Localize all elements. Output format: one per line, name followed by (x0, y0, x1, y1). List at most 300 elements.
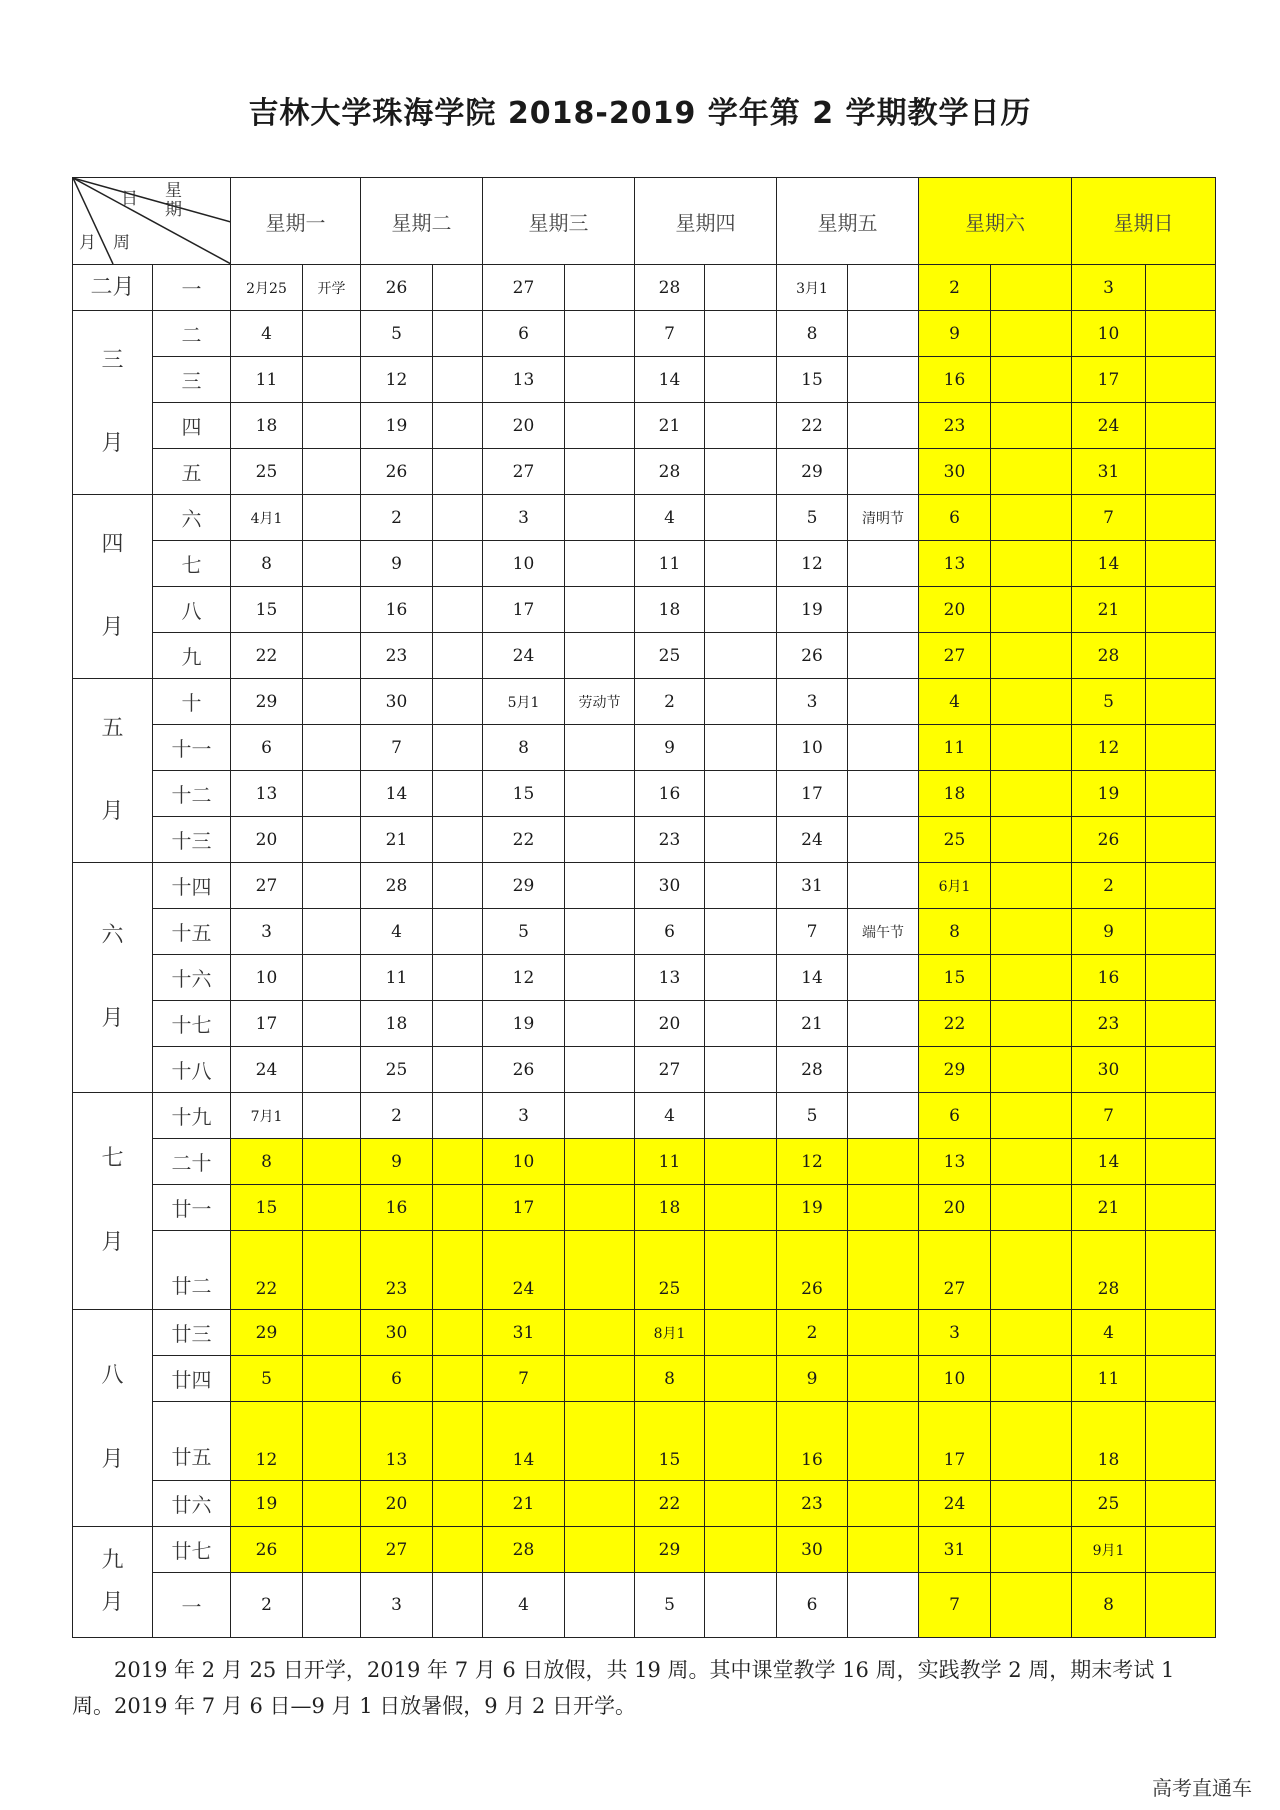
week-number: 三 (153, 357, 231, 403)
note-cell (705, 403, 777, 449)
date-cell: 16 (919, 357, 991, 403)
holiday-note: 端午节 (848, 909, 919, 955)
date-cell: 13 (919, 541, 991, 587)
date-cell: 6 (635, 909, 705, 955)
date-cell: 19 (361, 403, 433, 449)
holiday-note: 清明节 (848, 495, 919, 541)
note-cell (1146, 1310, 1216, 1356)
date-cell: 18 (1072, 1402, 1146, 1481)
note-cell (991, 1139, 1072, 1185)
note-cell (1146, 955, 1216, 1001)
note-cell (848, 1139, 919, 1185)
note-cell (991, 679, 1072, 725)
date-cell: 31 (483, 1310, 565, 1356)
date-cell: 5 (1072, 679, 1146, 725)
date-cell: 9 (919, 311, 991, 357)
date-cell: 20 (483, 403, 565, 449)
note-cell (565, 587, 635, 633)
note-cell (1146, 1402, 1216, 1481)
date-cell: 25 (635, 1231, 705, 1310)
date-cell: 22 (231, 633, 303, 679)
date-cell: 16 (635, 771, 705, 817)
date-cell: 27 (483, 449, 565, 495)
note-cell (705, 1139, 777, 1185)
note-cell (991, 1185, 1072, 1231)
date-cell: 6 (919, 1093, 991, 1139)
date-cell: 3 (361, 1573, 433, 1638)
date-cell: 14 (1072, 1139, 1146, 1185)
note-cell (1146, 863, 1216, 909)
note-cell (991, 1001, 1072, 1047)
date-cell: 24 (483, 633, 565, 679)
date-cell: 13 (483, 357, 565, 403)
date-cell: 3 (777, 679, 848, 725)
note-cell (991, 449, 1072, 495)
week-number: 一 (153, 265, 231, 311)
corner-weekday-label: 星 期 (165, 181, 182, 220)
date-cell: 14 (635, 357, 705, 403)
date-cell: 15 (483, 771, 565, 817)
note-cell (705, 357, 777, 403)
note-cell (303, 817, 361, 863)
note-cell (991, 541, 1072, 587)
note-cell (1146, 1356, 1216, 1402)
note-cell (433, 909, 483, 955)
note-cell (705, 1093, 777, 1139)
date-cell: 8 (777, 311, 848, 357)
date-cell: 17 (483, 587, 565, 633)
date-cell: 17 (777, 771, 848, 817)
month-label: 六 月 (73, 863, 153, 1093)
month-label: 八 月 (73, 1310, 153, 1527)
date-cell: 4 (361, 909, 433, 955)
week-number: 廿一 (153, 1185, 231, 1231)
week-row (73, 1402, 1216, 1481)
note-cell (705, 265, 777, 311)
date-cell: 24 (483, 1231, 565, 1310)
note-cell (991, 863, 1072, 909)
note-cell (303, 1047, 361, 1093)
date-cell: 28 (635, 265, 705, 311)
month-label: 三 月 (73, 311, 153, 495)
date-cell: 15 (231, 1185, 303, 1231)
note-cell (705, 1402, 777, 1481)
note-cell (433, 449, 483, 495)
date-cell: 10 (777, 725, 848, 771)
note-cell (1146, 1139, 1216, 1185)
note-cell (433, 403, 483, 449)
date-cell: 7月1 (231, 1093, 303, 1139)
date-cell: 12 (361, 357, 433, 403)
week-number: 十八 (153, 1047, 231, 1093)
header-sat: 星期六 (919, 178, 1072, 265)
week-row (73, 955, 1216, 1001)
note-cell (991, 817, 1072, 863)
week-number: 廿六 (153, 1481, 231, 1527)
date-cell: 19 (483, 1001, 565, 1047)
date-cell: 5 (777, 1093, 848, 1139)
date-cell: 18 (231, 403, 303, 449)
note-cell (433, 311, 483, 357)
teaching-calendar-table (72, 177, 1216, 1638)
week-number: 十一 (153, 725, 231, 771)
date-cell: 6 (777, 1573, 848, 1638)
date-cell: 17 (483, 1185, 565, 1231)
date-cell: 8 (1072, 1573, 1146, 1638)
date-cell: 27 (919, 633, 991, 679)
note-cell (565, 909, 635, 955)
note-cell (705, 1231, 777, 1310)
date-cell: 21 (483, 1481, 565, 1527)
date-cell: 23 (635, 817, 705, 863)
note-cell (1146, 587, 1216, 633)
date-cell: 4月1 (231, 495, 303, 541)
date-cell: 5 (483, 909, 565, 955)
note-cell (705, 495, 777, 541)
date-cell: 11 (231, 357, 303, 403)
page-title: 吉林大学珠海学院 2018-2019 学年第 2 学期教学日历 (248, 96, 1032, 131)
week-number: 一 (153, 1573, 231, 1638)
note-cell (848, 541, 919, 587)
week-row (73, 1527, 1216, 1573)
date-cell: 20 (231, 817, 303, 863)
note-cell (565, 1139, 635, 1185)
note-cell (991, 1573, 1072, 1638)
note-cell (565, 403, 635, 449)
note-cell (1146, 909, 1216, 955)
note-cell (303, 679, 361, 725)
note-cell (565, 1310, 635, 1356)
note-cell (705, 1185, 777, 1231)
note-cell (848, 1231, 919, 1310)
date-cell: 10 (483, 1139, 565, 1185)
date-cell: 25 (231, 449, 303, 495)
note-cell (848, 311, 919, 357)
note-cell (303, 311, 361, 357)
corner-month-label: 月 (79, 233, 96, 253)
note-cell (991, 1093, 1072, 1139)
header-thu: 星期四 (635, 178, 777, 265)
date-cell: 14 (1072, 541, 1146, 587)
date-cell: 17 (231, 1001, 303, 1047)
note-cell (848, 1093, 919, 1139)
note-cell (1146, 771, 1216, 817)
note-cell (433, 265, 483, 311)
date-cell: 21 (635, 403, 705, 449)
note-cell (565, 1185, 635, 1231)
date-cell: 25 (1072, 1481, 1146, 1527)
week-number: 十六 (153, 955, 231, 1001)
date-cell: 24 (1072, 403, 1146, 449)
note-cell (848, 1356, 919, 1402)
date-cell: 26 (777, 1231, 848, 1310)
note-cell (565, 1573, 635, 1638)
note-cell (991, 403, 1072, 449)
date-cell: 2 (231, 1573, 303, 1638)
month-label: 七 月 (73, 1093, 153, 1310)
note-cell (991, 357, 1072, 403)
date-cell: 9 (361, 541, 433, 587)
date-cell: 16 (361, 587, 433, 633)
note-cell (1146, 1093, 1216, 1139)
date-cell: 10 (919, 1356, 991, 1402)
week-number: 廿五 (153, 1402, 231, 1481)
date-cell: 5月1 (483, 679, 565, 725)
note-cell (848, 771, 919, 817)
date-cell: 15 (919, 955, 991, 1001)
note-cell (705, 1310, 777, 1356)
note-cell (565, 771, 635, 817)
note-cell (565, 265, 635, 311)
date-cell: 10 (231, 955, 303, 1001)
note-cell (303, 771, 361, 817)
note-cell (433, 1310, 483, 1356)
date-cell: 6 (483, 311, 565, 357)
date-cell: 27 (635, 1047, 705, 1093)
date-cell: 12 (777, 1139, 848, 1185)
date-cell: 26 (231, 1527, 303, 1573)
date-cell: 11 (1072, 1356, 1146, 1402)
date-cell: 15 (231, 587, 303, 633)
note-cell (705, 1047, 777, 1093)
date-cell: 26 (1072, 817, 1146, 863)
note-cell (991, 495, 1072, 541)
corner-header (73, 178, 231, 265)
week-number: 十二 (153, 771, 231, 817)
date-cell: 2 (919, 265, 991, 311)
date-cell: 22 (231, 1231, 303, 1310)
note-cell (433, 541, 483, 587)
note-cell (848, 863, 919, 909)
note-cell (848, 817, 919, 863)
note-cell (991, 1481, 1072, 1527)
month-label: 二月 (73, 265, 153, 311)
note-cell (433, 817, 483, 863)
note-cell (848, 1001, 919, 1047)
note-cell (991, 1231, 1072, 1310)
date-cell: 28 (1072, 1231, 1146, 1310)
note-cell (303, 1231, 361, 1310)
week-row (73, 1047, 1216, 1093)
date-cell: 4 (919, 679, 991, 725)
note-cell (705, 449, 777, 495)
week-number: 八 (153, 587, 231, 633)
note-cell (1146, 633, 1216, 679)
note-cell (303, 1001, 361, 1047)
note-cell (433, 633, 483, 679)
date-cell: 3 (483, 495, 565, 541)
date-cell: 29 (231, 679, 303, 725)
note-cell (565, 1093, 635, 1139)
week-number: 十 (153, 679, 231, 725)
note-cell (1146, 357, 1216, 403)
note-cell (991, 587, 1072, 633)
note-cell (1146, 449, 1216, 495)
note-cell (1146, 541, 1216, 587)
note-cell (565, 449, 635, 495)
date-cell: 14 (777, 955, 848, 1001)
week-row (73, 311, 1216, 357)
note-cell (565, 1231, 635, 1310)
note-cell (991, 633, 1072, 679)
date-cell: 22 (777, 403, 848, 449)
note-cell (433, 587, 483, 633)
date-cell: 9 (635, 725, 705, 771)
date-cell: 23 (361, 633, 433, 679)
note-cell (991, 955, 1072, 1001)
note-cell (433, 1481, 483, 1527)
date-cell: 23 (777, 1481, 848, 1527)
date-cell: 21 (1072, 587, 1146, 633)
note-cell (303, 449, 361, 495)
note-cell (433, 679, 483, 725)
note-cell (565, 541, 635, 587)
header-fri: 星期五 (777, 178, 919, 265)
date-cell: 25 (361, 1047, 433, 1093)
header-row (73, 178, 1216, 265)
date-cell: 8 (231, 1139, 303, 1185)
week-row (73, 817, 1216, 863)
date-cell: 27 (919, 1231, 991, 1310)
date-cell: 6月1 (919, 863, 991, 909)
note-cell (433, 1402, 483, 1481)
note-cell (565, 495, 635, 541)
date-cell: 24 (777, 817, 848, 863)
note-cell (565, 1356, 635, 1402)
note-cell (991, 1527, 1072, 1573)
note-cell (303, 403, 361, 449)
week-row (73, 679, 1216, 725)
week-number: 二 (153, 311, 231, 357)
week-row (73, 495, 1216, 541)
date-cell: 9 (1072, 909, 1146, 955)
holiday-note: 劳动节 (565, 679, 635, 725)
date-cell: 4 (483, 1573, 565, 1638)
week-row (73, 541, 1216, 587)
note-cell (848, 1573, 919, 1638)
date-cell: 7 (483, 1356, 565, 1402)
date-cell: 18 (919, 771, 991, 817)
holiday-note: 开学 (303, 265, 361, 311)
note-cell (991, 265, 1072, 311)
date-cell: 4 (635, 495, 705, 541)
note-cell (705, 1001, 777, 1047)
date-cell: 7 (1072, 495, 1146, 541)
week-row (73, 1310, 1216, 1356)
date-cell: 18 (635, 587, 705, 633)
week-row (73, 357, 1216, 403)
date-cell: 14 (361, 771, 433, 817)
week-row (73, 1093, 1216, 1139)
week-row (73, 1573, 1216, 1638)
date-cell: 18 (361, 1001, 433, 1047)
note-cell (848, 357, 919, 403)
week-row (73, 1139, 1216, 1185)
note-cell (991, 909, 1072, 955)
note-cell (433, 955, 483, 1001)
date-cell: 5 (777, 495, 848, 541)
date-cell: 20 (919, 587, 991, 633)
note-cell (1146, 311, 1216, 357)
week-row (73, 265, 1216, 311)
date-cell: 29 (231, 1310, 303, 1356)
note-cell (848, 725, 919, 771)
date-cell: 30 (361, 1310, 433, 1356)
note-cell (565, 725, 635, 771)
date-cell: 24 (919, 1481, 991, 1527)
date-cell: 2月25 (231, 265, 303, 311)
date-cell: 7 (361, 725, 433, 771)
note-cell (303, 1527, 361, 1573)
date-cell: 14 (483, 1402, 565, 1481)
note-cell (433, 725, 483, 771)
diagonal-lines (73, 178, 231, 264)
date-cell: 3 (483, 1093, 565, 1139)
semester-footnote: 2019 年 2 月 25 日开学，2019 年 7 月 6 日放假，共 19 周。其中课堂教学 16 周，实践教学 2 周，期末考试 1 周。2019 年 7 月 6 日—9 月 1 日放暑假，9 月 2 日开学。 (72, 1658, 1175, 1718)
note-cell (1146, 679, 1216, 725)
date-cell: 19 (777, 587, 848, 633)
date-cell: 12 (231, 1402, 303, 1481)
date-cell: 30 (919, 449, 991, 495)
week-row (73, 1001, 1216, 1047)
note-cell (565, 955, 635, 1001)
date-cell: 5 (231, 1356, 303, 1402)
note-cell (303, 1093, 361, 1139)
note-cell (565, 633, 635, 679)
note-cell (565, 1047, 635, 1093)
week-row (73, 771, 1216, 817)
note-cell (705, 311, 777, 357)
note-cell (848, 633, 919, 679)
date-cell: 13 (919, 1139, 991, 1185)
week-number: 十七 (153, 1001, 231, 1047)
note-cell (848, 449, 919, 495)
note-cell (303, 495, 361, 541)
date-cell: 10 (483, 541, 565, 587)
note-cell (433, 1185, 483, 1231)
note-cell (705, 587, 777, 633)
date-cell: 9 (777, 1356, 848, 1402)
date-cell: 17 (919, 1402, 991, 1481)
note-cell (433, 1047, 483, 1093)
date-cell: 18 (635, 1185, 705, 1231)
date-cell: 30 (1072, 1047, 1146, 1093)
note-cell (848, 265, 919, 311)
date-cell: 9 (361, 1139, 433, 1185)
week-number: 五 (153, 449, 231, 495)
date-cell: 15 (635, 1402, 705, 1481)
note-cell (565, 1402, 635, 1481)
date-cell: 3 (1072, 265, 1146, 311)
note-cell (991, 1047, 1072, 1093)
note-cell (848, 1481, 919, 1527)
note-cell (705, 817, 777, 863)
note-cell (303, 541, 361, 587)
week-row (73, 909, 1216, 955)
date-cell: 11 (635, 1139, 705, 1185)
date-cell: 3月1 (777, 265, 848, 311)
note-cell (1146, 725, 1216, 771)
note-cell (565, 357, 635, 403)
date-cell: 15 (777, 357, 848, 403)
date-cell: 31 (1072, 449, 1146, 495)
week-number: 九 (153, 633, 231, 679)
note-cell (705, 679, 777, 725)
date-cell: 23 (1072, 1001, 1146, 1047)
watermark-text: 高考直通车 (1152, 1776, 1252, 1800)
date-cell: 7 (635, 311, 705, 357)
note-cell (433, 357, 483, 403)
